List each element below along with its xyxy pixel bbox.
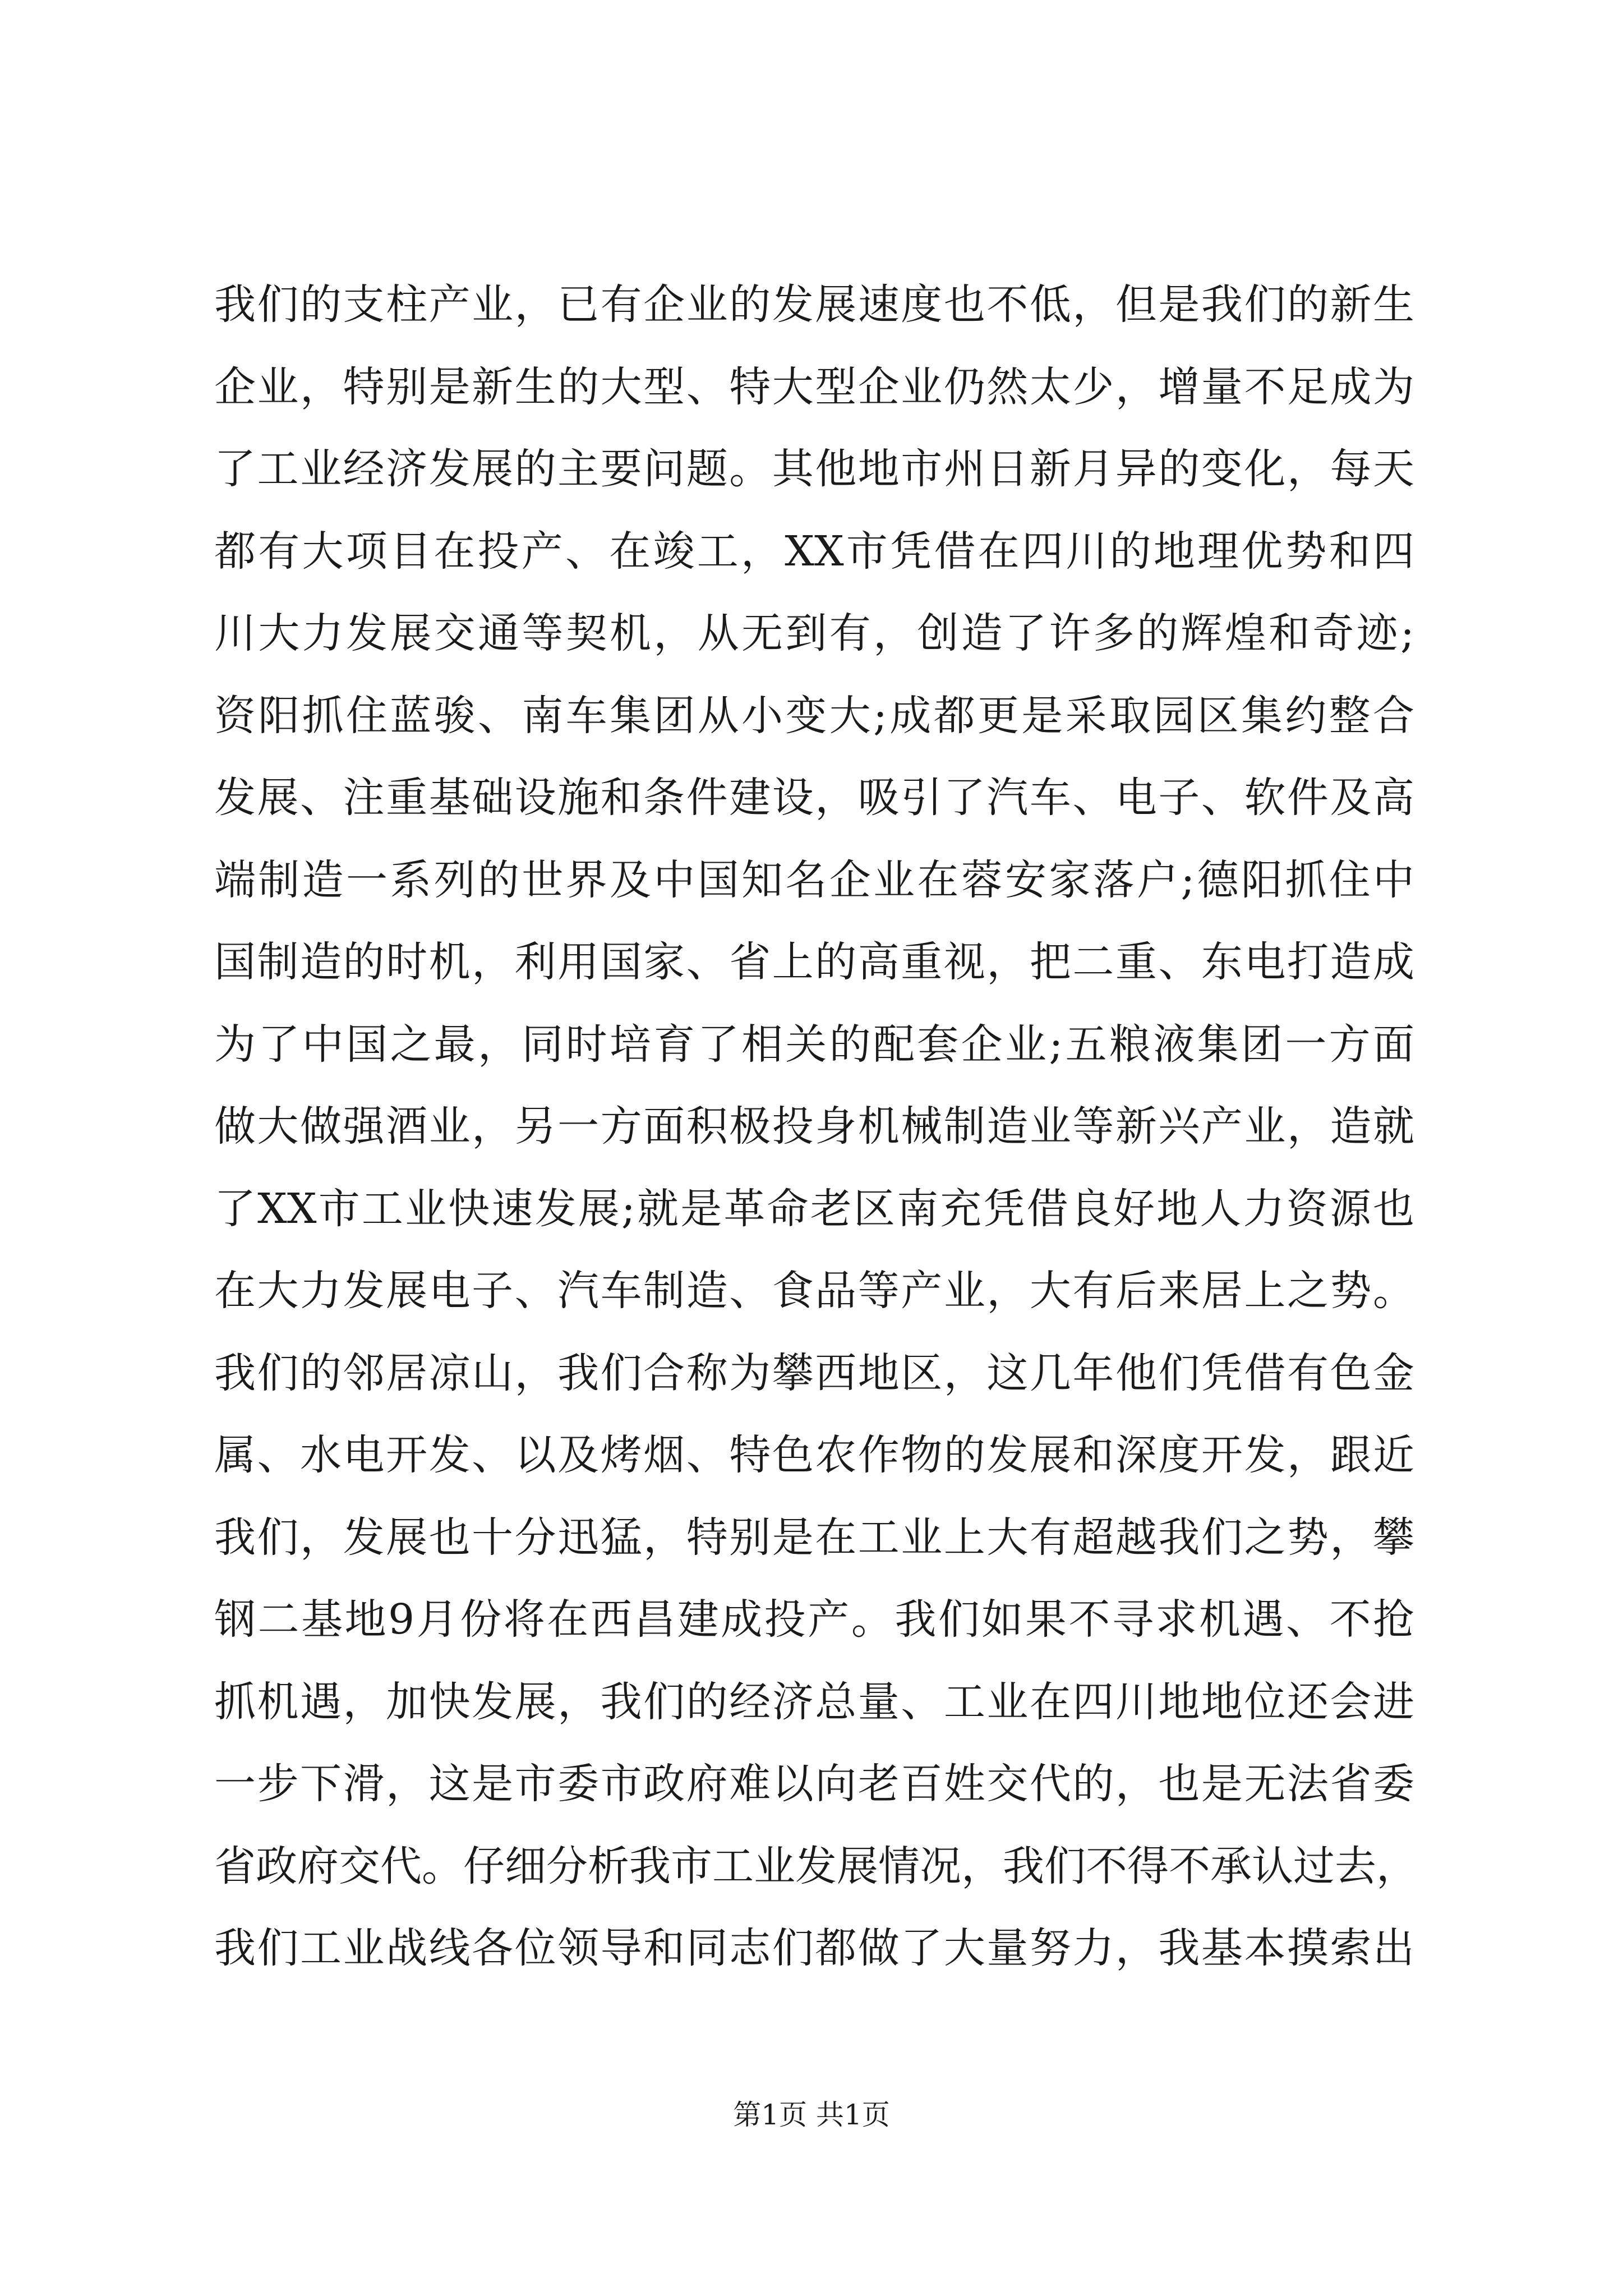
text-line: 了工业经济发展的主要问题。其他地市州日新月异的变化，每天 [214,445,1414,493]
text-line: 了XX市工业快速发展;就是革命老区南充凭借良好地人力资源也 [214,1184,1414,1233]
page-footer: 第1页 共1页 [733,2099,890,2131]
text-line: 发展、注重基础设施和条件建设，吸引了汽车、电子、软件及高 [214,774,1414,822]
text-line: 为了中国之最，同时培育了相关的配套企业;五粮液集团一方面 [214,1020,1414,1069]
text-line: 属、水电开发、以及烤烟、特色农作物的发展和深度开发，跟近 [214,1431,1414,1479]
text-line: 省政府交代。仔细分析我市工业发展情况，我们不得不承认过去， [214,1842,1418,1890]
text-line: 川大力发展交通等契机，从无到有，创造了许多的辉煌和奇迹; [214,609,1414,657]
text-line: 在大力发展电子、汽车制造、食品等产业，大有后来居上之势。 [214,1267,1414,1315]
text-line: 资阳抓住蓝骏、南车集团从小变大;成都更是采取园区集约整合 [214,691,1414,740]
text-line: 我们工业战线各位领导和同志们都做了大量努力，我基本摸索出 [214,1924,1414,1972]
text-line: 做大做强酒业，另一方面积极投身机械制造业等新兴产业，造就 [214,1102,1414,1151]
text-line: 企业，特别是新生的大型、特大型企业仍然太少，增量不足成为 [214,362,1414,411]
text-line: 我们的支柱产业，已有企业的发展速度也不低，但是我们的新生 [214,280,1414,329]
text-line: 我们的邻居凉山，我们合称为攀西地区，这几年他们凭借有色金 [214,1349,1414,1397]
text-line: 端制造一系列的世界及中国知名企业在蓉安家落户;德阳抓住中 [214,855,1414,904]
text-line: 国制造的时机，利用国家、省上的高重视，把二重、东电打造成 [214,938,1414,986]
text-line: 一步下滑，这是市委市政府难以向老百姓交代的，也是无法省委 [214,1760,1414,1808]
text-line: 钢二基地9月份将在西昌建成投产。我们如果不寻求机遇、不抢 [214,1595,1414,1644]
body-text [214,264,1418,1990]
text-line: 我们，发展也十分迅猛，特别是在工业上大有超越我们之势，攀 [214,1513,1414,1562]
text-line: 都有大项目在投产、在竣工，XX市凭借在四川的地理优势和四 [214,527,1414,576]
text-line: 抓机遇，加快发展，我们的经济总量、工业在四川地地位还会进 [214,1677,1414,1726]
